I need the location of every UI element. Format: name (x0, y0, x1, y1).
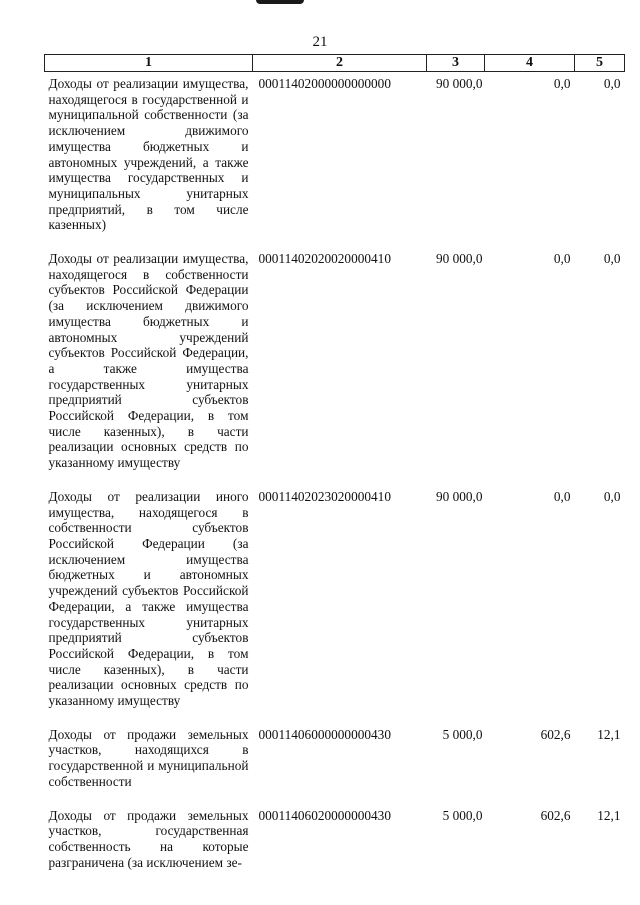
row-code: 00011402000000000000 (258, 76, 391, 91)
row-code: 00011406020000000430 (258, 807, 391, 823)
row-value-col5: 0,0 (603, 251, 621, 267)
row-value-col3: 90 000,0 (435, 488, 483, 504)
revenue-table (44, 54, 625, 884)
column-header-1: 1 (45, 55, 253, 72)
row-value-col5: 12,1 (597, 807, 621, 823)
row-value-col3: 90 000,0 (435, 76, 483, 91)
row-value-col4: 0,0 (553, 76, 571, 91)
row-code: 00011402023020000410 (258, 488, 391, 504)
table-row (45, 247, 625, 485)
table-row (45, 723, 625, 804)
scan-artifact (256, 0, 304, 4)
row-value-col4: 0,0 (553, 488, 571, 504)
column-header-5: 5 (575, 55, 625, 72)
row-description: Доходы от реализации имущества, находящегося в государственной и муниципальной собственности (за исключением движимого имущества бюджетных и автономных учреждений, а также имущества государственных и муниципальных унитарных предприятий, в том числе казенных) (48, 76, 249, 233)
row-value-col5: 12,1 (597, 726, 621, 742)
row-code: 00011402020020000410 (258, 251, 391, 267)
row-value-col3: 5 000,0 (442, 807, 483, 823)
table-row (45, 804, 625, 885)
row-description: Доходы от продажи земельных участков, находящихся в государственной и муниципальной собственности (48, 726, 249, 789)
row-value-col4: 602,6 (540, 726, 571, 742)
column-header-2: 2 (253, 55, 427, 72)
row-value-col4: 0,0 (553, 251, 571, 267)
column-header-4: 4 (485, 55, 575, 72)
table-header (45, 55, 625, 72)
table-row (45, 72, 625, 248)
row-description: Доходы от реализации имущества, находящегося в собственности субъектов Российской Федерации (за исключением движимого имущества бюджетных и автономных учреждений субъектов Российской Федерации, а также имущества государственных унитарных предприятий субъектов Российской Федерации, в том числе казенных), в части реализации основных средств по указанному имуществу (48, 251, 249, 471)
row-description: Доходы от реализации иного имущества, находящегося в собственности субъектов Российской Федерации (за исключением имущества бюджетных и автономных учреждений субъектов Российской Федерации, а также имущества государственных унитарных предприятий субъектов Российской Федерации, в том числе казенных), в части реализации основных средств по указанному имуществу (48, 488, 249, 709)
table-row (45, 485, 625, 723)
column-header-3: 3 (427, 55, 485, 72)
row-code: 00011406000000000430 (258, 726, 391, 742)
row-value-col5: 0,0 (603, 488, 621, 504)
row-description: Доходы от продажи земельных участков, государственная собственность на которые разграничена (за исключением зе- (48, 807, 249, 870)
page-number: 21 (312, 34, 328, 50)
row-value-col4: 602,6 (540, 807, 571, 823)
row-value-col3: 90 000,0 (435, 251, 483, 267)
row-value-col3: 5 000,0 (442, 726, 483, 742)
row-value-col5: 0,0 (603, 76, 621, 91)
